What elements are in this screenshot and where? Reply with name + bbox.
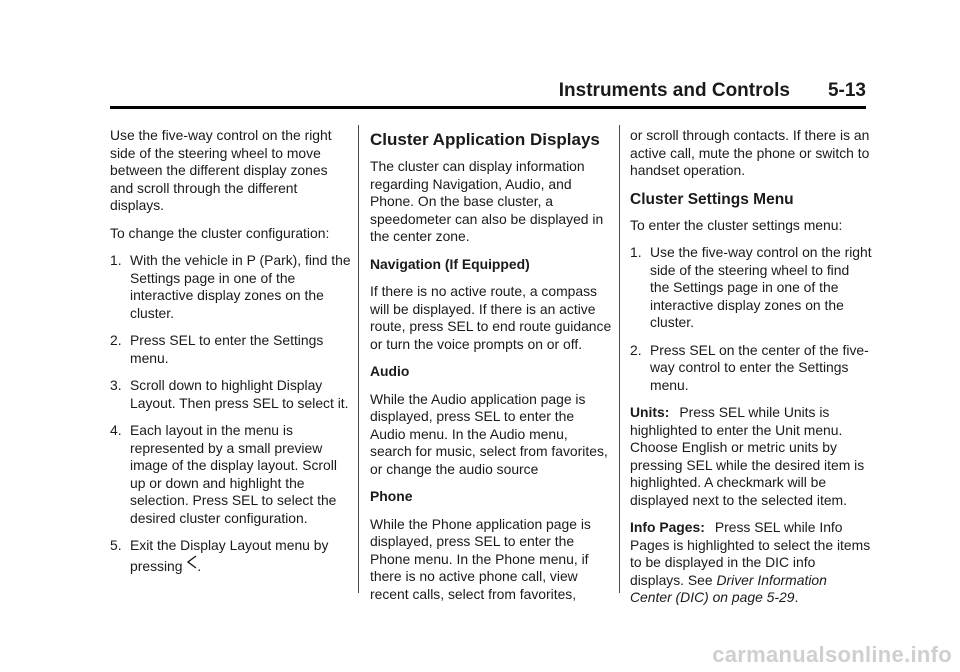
list-text: Scroll down to highlight Display Layout. Then press SEL to select it. (130, 377, 349, 411)
list-item (110, 537, 352, 575)
column-3 (630, 127, 872, 617)
list-end-punct: . (197, 557, 202, 574)
audio-heading: Audio (370, 363, 410, 379)
list-text: Press SEL on the center of the five-way control to enter the Settings menu. (650, 341, 869, 393)
list-item (630, 342, 872, 395)
list-text: Each layout in the menu is represented by a small preview image of the display layout. Scroll up or down and highlight the selection. Press SEL to select the desired cluster configuration. (130, 422, 337, 526)
column-divider (619, 125, 620, 593)
list-item (110, 252, 352, 322)
column-1 (110, 127, 352, 585)
list-number: 1. (630, 244, 642, 260)
page-header (110, 80, 866, 106)
list-item (630, 244, 872, 332)
cluster-intro: The cluster can display information regarding Navigation, Audio, and Phone. On the base cluster, a speedometer can also be displayed in the center zone. (370, 158, 604, 244)
navigation-text: If there is no active route, a compass will be displayed. If there is an active route, press SEL to end route guidance or turn the voice prompts on or off. (370, 283, 612, 352)
info-end-punct: . (794, 589, 799, 605)
info-pages-label: Info Pages: (630, 519, 705, 535)
page-number: 5-13 (827, 80, 866, 101)
list-text: Exit the Display Layout menu by pressing (130, 537, 329, 574)
info-pages-paragraph (630, 519, 872, 607)
watermark: carmanualsonline.info (712, 642, 952, 667)
list-number: 3. (110, 377, 122, 393)
list-number: 4. (110, 422, 122, 438)
list-text: Press SEL to enter the Settings menu. (130, 332, 324, 366)
audio-text: While the Audio application page is displayed, press SEL to enter the Audio menu. In the Audio menu, search for music, select from favorites, or change the audio source (370, 390, 608, 477)
section-title: Instruments and Controls (558, 80, 790, 101)
list-item (110, 422, 352, 527)
section-heading: Cluster Settings Menu (630, 190, 794, 208)
header-rule (110, 106, 866, 109)
units-paragraph (630, 404, 872, 509)
column-2 (370, 127, 612, 613)
change-config-intro: To change the cluster configuration: (110, 224, 330, 241)
phone-text-continued: or scroll through contacts. If there is an active call, mute the phone or switch to handset operation. (630, 127, 870, 178)
list-text: With the vehicle in P (Park), find the Settings page in one of the interactive display zones on the cluster. (130, 252, 351, 321)
info-pages-text: Press SEL while Info Pages is highlighted to select the items to be displayed in the DIC info displays. See (630, 519, 871, 588)
section-heading: Cluster Application Displays (370, 130, 600, 149)
list-text: Use the five-way control on the right side of the steering wheel to find the Settings page in one of the interactive display zones on the cluster. (650, 244, 872, 330)
phone-heading: Phone (370, 488, 413, 504)
list-number: 1. (110, 252, 122, 268)
settings-intro: To enter the cluster settings menu: (630, 216, 843, 233)
list-item (110, 377, 352, 412)
back-arrow-icon (186, 555, 197, 569)
list-number: 2. (630, 341, 642, 358)
phone-text: While the Phone application page is displayed, press SEL to enter the Phone menu. In the Phone menu, if there is no active phone call, view recent calls, select from favorites, (370, 515, 591, 602)
list-number: 5. (110, 537, 122, 553)
list-item (110, 332, 352, 367)
column-divider (358, 125, 359, 593)
intro-paragraph: Use the five-way control on the right side of the steering wheel to move between the different display zones and scroll through the different displays. (110, 127, 332, 213)
list-number: 2. (110, 332, 122, 348)
dic-reference: Driver Information Center (DIC) on page 5-29 (630, 571, 827, 605)
list-text-wrap (130, 537, 352, 575)
navigation-heading: Navigation (If Equipped) (370, 255, 530, 272)
units-text: Press SEL while Units is highlighted to enter the Unit menu. Choose English or metric units by pressing SEL while the desired item is highlighted. A checkmark will be displayed next to the selected item. (630, 404, 865, 508)
units-label: Units: (630, 404, 670, 420)
